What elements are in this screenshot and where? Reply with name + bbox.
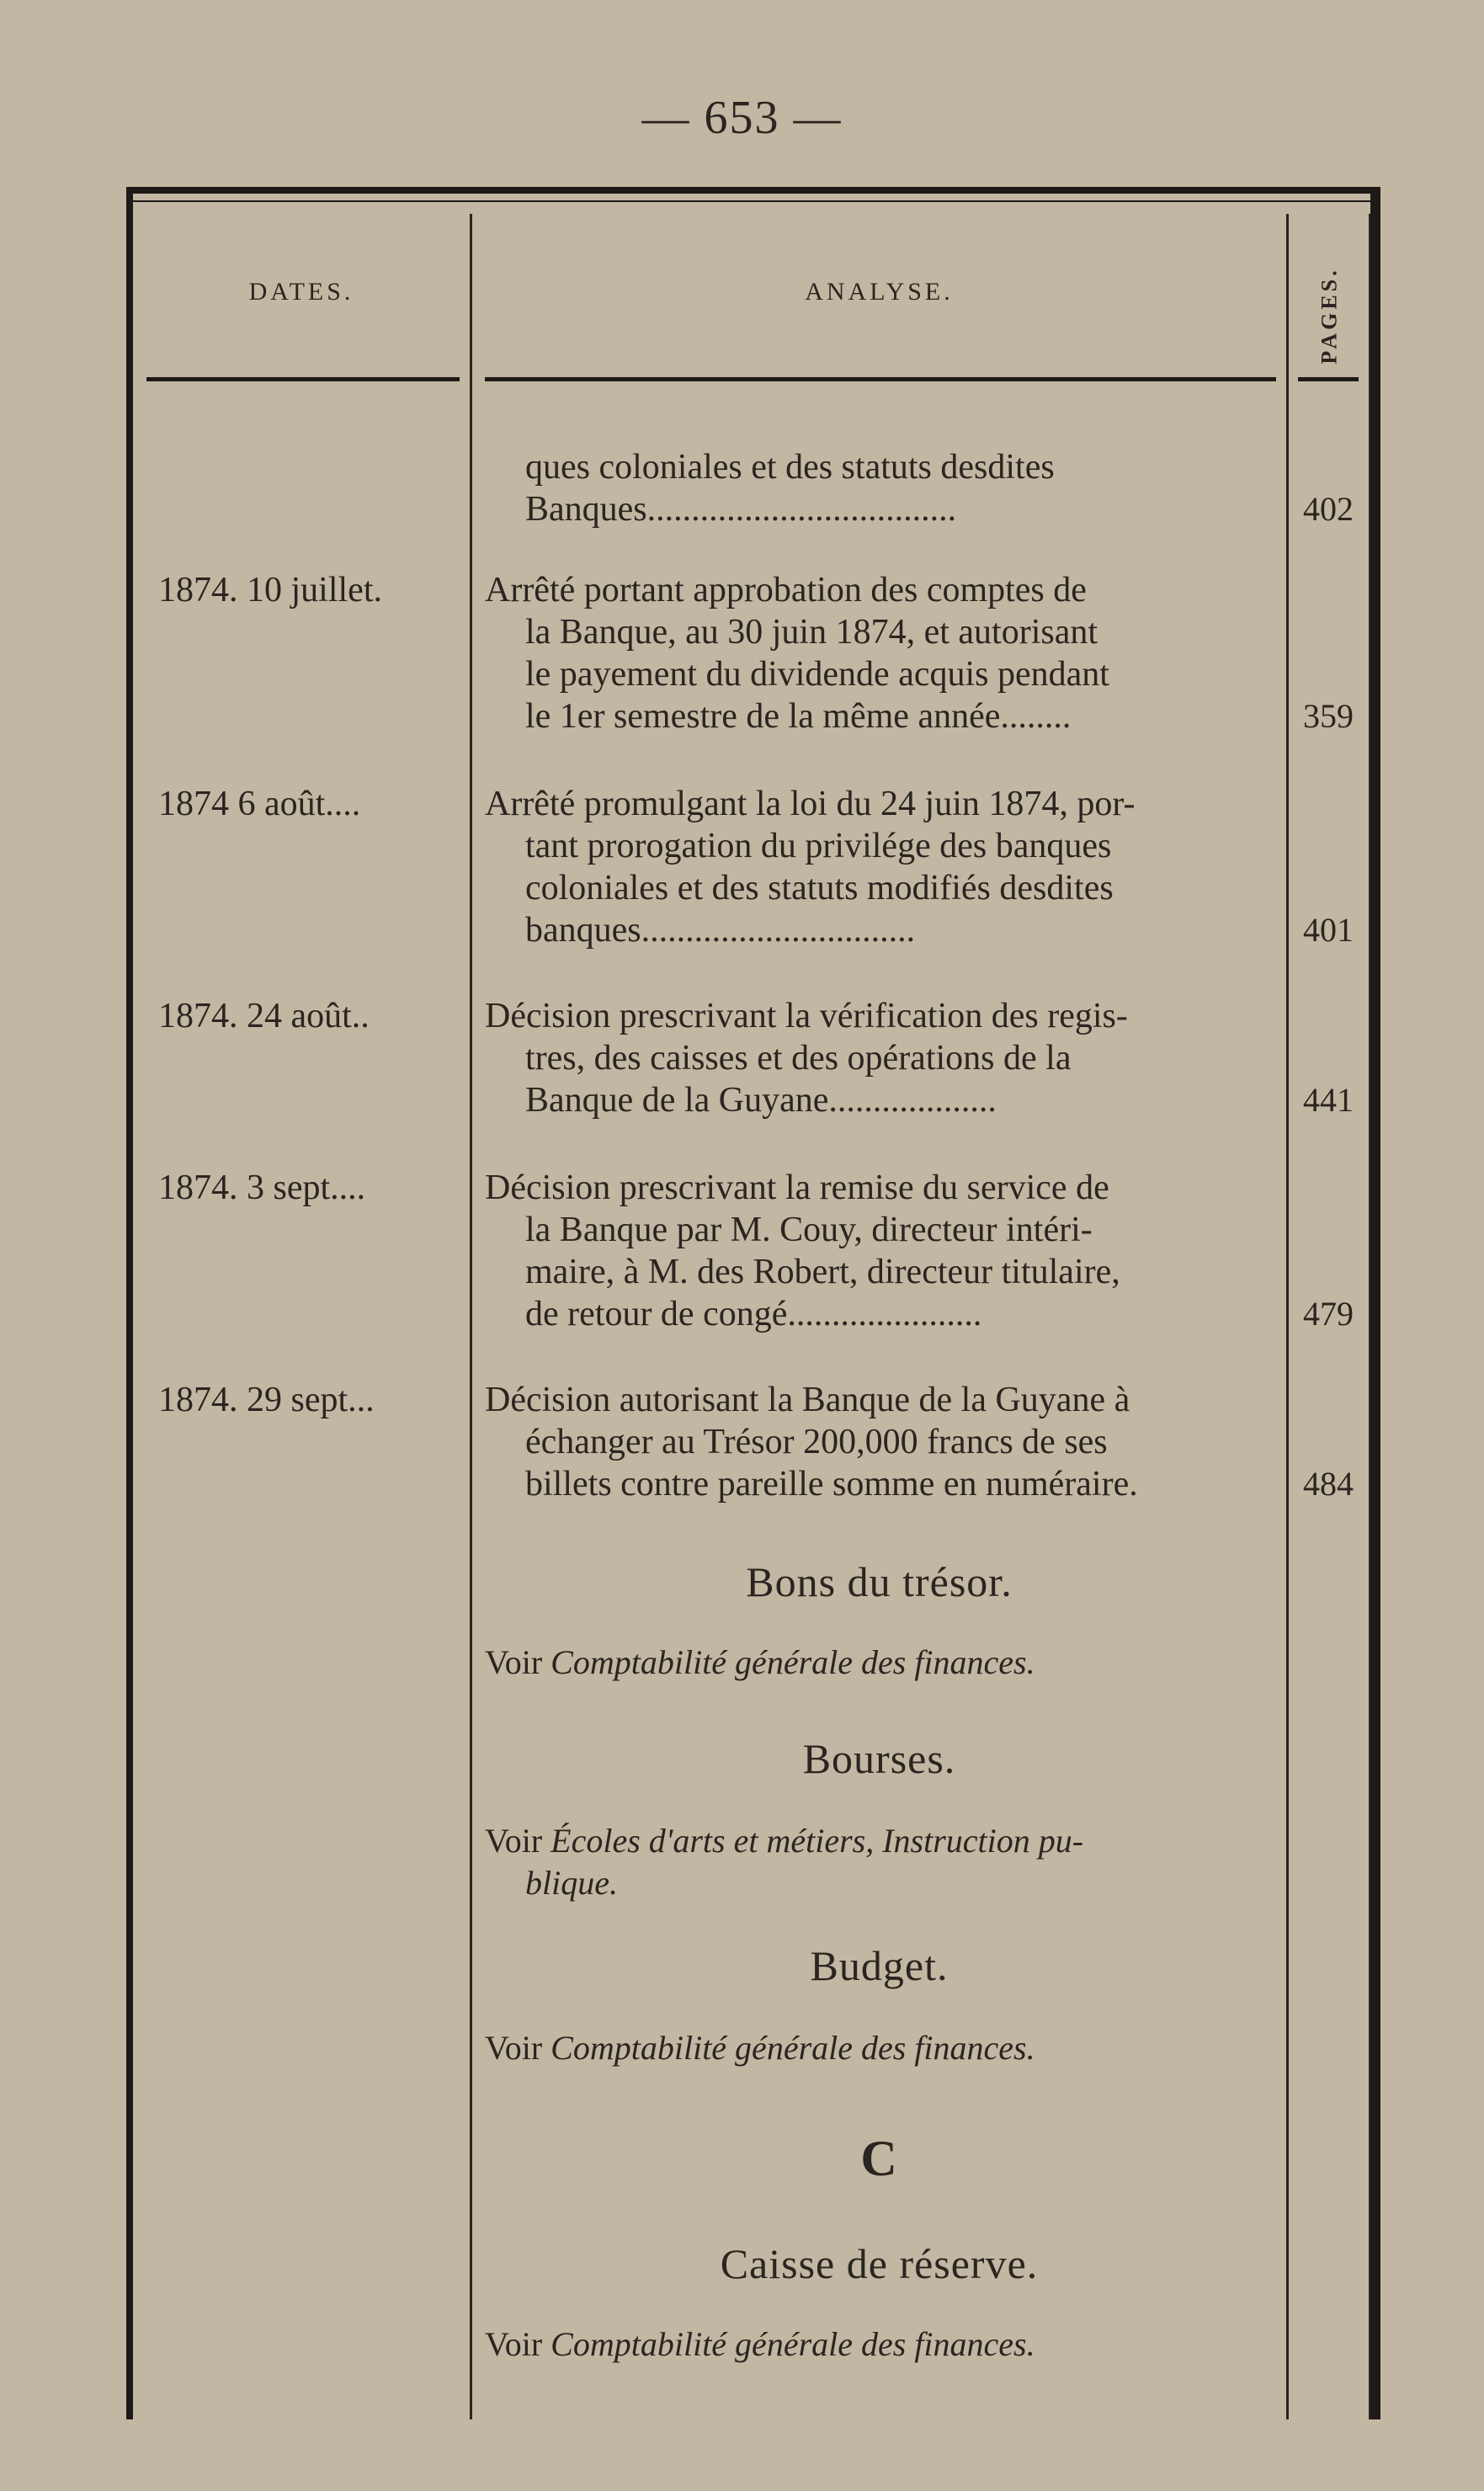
entry-analysis: Arrêté portant approbation des comptes de la Banque, au 30 juin 1874, et autorisant le payement du dividende acquis pendant le 1er semestre de la même année........ (485, 571, 1109, 736)
section-heading: Caisse de réserve. (720, 2240, 1039, 2287)
entry-analysis: Arrêté promulgant la loi du 24 juin 1874, por- tant prorogation du privilége des banques coloniales et des statuts modifiés desdites banques............................... (485, 785, 1136, 950)
section-heading: Bons du trésor. (746, 1558, 1013, 1605)
entry-date: 1874. 3 sept.... (158, 1168, 366, 1207)
entry-page: 441 (1303, 1081, 1354, 1119)
entry-page: 401 (1303, 911, 1354, 949)
page-number: — 653 — (641, 92, 843, 144)
entry-page: 359 (1303, 697, 1354, 735)
column-divider (1286, 214, 1289, 2419)
see-also-reference: Voir Comptabilité générale des finances. (485, 2029, 1035, 2067)
entry-analysis: Décision prescrivant la remise du service de la Banque par M. Couy, directeur intéri- maire, à M. des Robert, directeur titulaire, de retour de congé...................... (485, 1168, 1120, 1333)
entry-analysis: Décision prescrivant la vérification des regis- tres, des caisses et des opérations de la Banque de la Guyane................... (485, 997, 1128, 1120)
entry-page: 484 (1303, 1465, 1354, 1503)
see-also-reference: Voir Écoles d'arts et métiers, Instruction pu- blique. (485, 1822, 1084, 1902)
see-also-reference: Voir Comptabilité générale des finances. (485, 2325, 1035, 2363)
entry-date: 1874. 24 août.. (158, 997, 370, 1035)
alphabet-letter-heading: C (860, 2131, 898, 2186)
entry-date: 1874. 10 juillet. (158, 571, 382, 609)
header-analyse: ANALYSE. (805, 278, 954, 306)
column-divider (470, 214, 472, 2419)
entry-analysis: Décision autorisant la Banque de la Guyane à échanger au Trésor 200,000 francs de ses billets contre pareille somme en numéraire. (485, 1381, 1138, 1504)
see-also-reference: Voir Comptabilité générale des finances. (485, 1643, 1035, 1681)
index-table (126, 187, 1380, 2419)
entry-date: 1874 6 août.... (158, 785, 361, 823)
entry-page: 479 (1303, 1295, 1354, 1333)
header-dates: DATES. (248, 278, 354, 306)
entry-page: 402 (1303, 490, 1354, 528)
entry-analysis: ques coloniales et des statuts desdites Banques................................... (525, 448, 1055, 529)
header-pages: PAGES. (1317, 267, 1343, 365)
section-heading: Budget. (810, 1942, 949, 1989)
entry-date: 1874. 29 sept... (158, 1381, 375, 1419)
section-heading: Bourses. (802, 1735, 956, 1782)
column-divider (1369, 214, 1370, 2419)
